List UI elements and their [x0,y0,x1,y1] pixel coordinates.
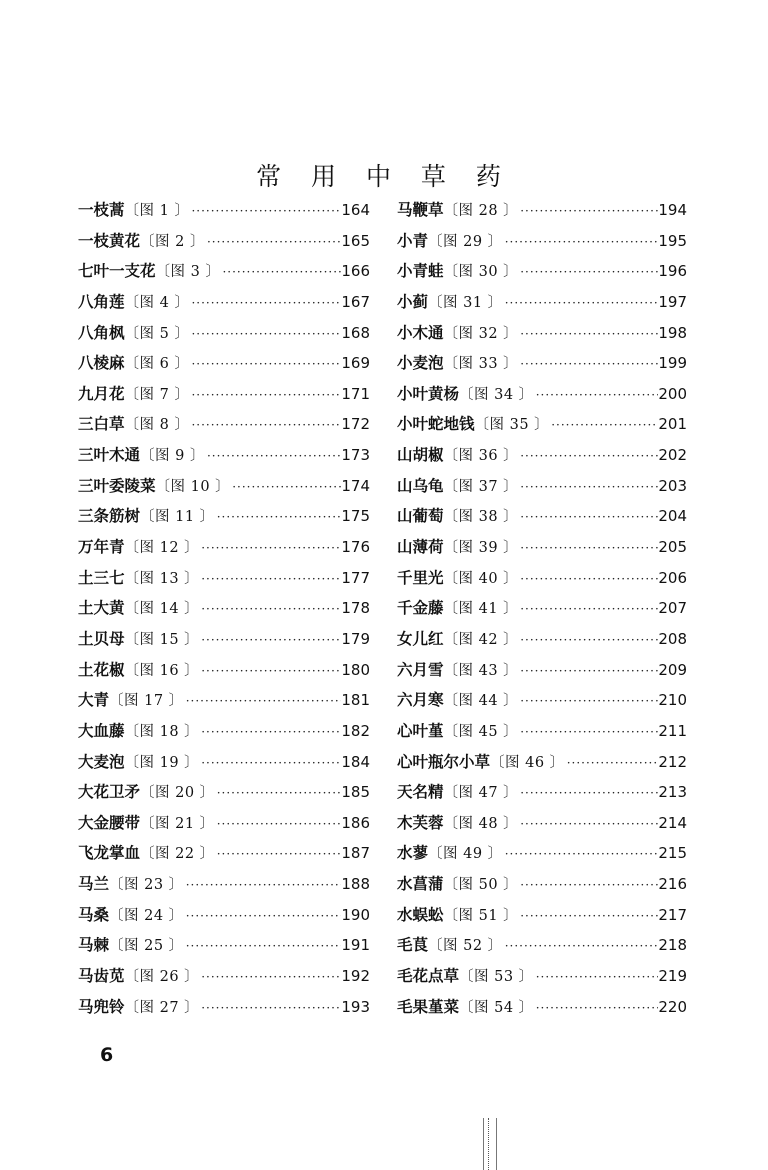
toc-entry-page-number: 209 [658,660,687,679]
toc-entry-page-number: 213 [658,783,687,802]
toc-entry-name: 小叶蛇地钱 [397,414,475,434]
toc-entry-figure-ref: 〔图 45 〕 [443,723,519,740]
page-title: 常 用 中 草 药 [256,161,512,191]
toc-entry-figure-ref: 〔图 32 〕 [443,325,519,342]
toc-column-right [397,198,687,1025]
toc-entry-name: 土贝母 [78,628,125,648]
toc-entry-name: 七叶一支花 [78,261,156,281]
toc-entry [397,841,687,872]
dot-leader [215,510,342,524]
dot-leader [518,786,658,800]
toc-entry-page-number: 172 [341,415,370,434]
toc-entry [397,229,687,260]
dot-leader [518,357,658,371]
dot-leader [534,1001,659,1015]
toc-entry-page-number: 219 [658,967,687,986]
dot-leader [189,296,341,310]
toc-entry [78,811,370,842]
toc-entry-page-number: 196 [658,262,687,281]
toc-entry [78,259,370,290]
dot-leader [503,235,659,249]
dot-leader [534,970,659,984]
toc-entry [397,259,687,290]
toc-entry [78,290,370,321]
toc-entry-figure-ref: 〔图 54 〕 [459,999,534,1016]
dot-leader [503,296,659,310]
dot-leader [518,204,658,218]
dot-leader [199,725,341,739]
toc-entry-page-number: 173 [341,446,370,465]
toc-entry [397,474,687,505]
toc-entry-name: 三条筋树 [78,506,141,526]
toc-entry-name: 一枝蒿 [78,200,125,219]
toc-entry-name: 小麦泡 [397,353,444,373]
toc-entry-name: 三叶木通 [78,445,141,465]
toc-entry-name: 土三七 [78,567,125,587]
toc-entry-name: 心叶瓶尔小草 [397,751,491,771]
toc-entry-name: 千里光 [397,567,444,587]
toc-entry-figure-ref: 〔图 6 〕 [124,356,190,373]
toc-entry-name: 山薄荷 [397,537,444,557]
toc-entry-name: 木芙蓉 [397,812,444,832]
toc-entry [78,933,370,964]
toc-entry-name: 心叶堇 [397,720,444,740]
toc-entry-page-number: 193 [341,997,370,1016]
toc-entry-page-number: 190 [341,905,370,924]
toc-entry-page-number: 184 [341,752,370,771]
toc-entry-figure-ref: 〔图 34 〕 [459,386,534,403]
toc-entry-name: 大金腰带 [78,812,141,832]
dot-leader [518,725,658,739]
toc-entry-figure-ref: 〔图 48 〕 [443,815,519,832]
toc-entry-page-number: 201 [658,415,687,434]
dot-leader [230,480,341,494]
toc-entry [397,964,687,995]
toc-entry [78,688,370,719]
toc-entry-page-number: 195 [658,231,687,250]
dot-leader [199,664,341,678]
toc-entry-page-number: 165 [341,231,370,250]
toc-entry-figure-ref: 〔图 4 〕 [124,294,190,311]
toc-entry [78,780,370,811]
toc-entry-name: 山乌龟 [397,475,444,495]
toc-entry-name: 土花椒 [78,659,125,679]
toc-entry-page-number: 166 [341,262,370,281]
toc-entry-name: 水菖蒲 [397,874,444,894]
toc-entry [397,443,687,474]
toc-entry [397,382,687,413]
dot-leader [199,756,341,770]
dot-leader [199,541,341,555]
dot-leader [184,909,342,923]
dot-leader [205,449,341,463]
toc-entry [397,412,687,443]
dot-leader [215,817,342,831]
toc-entry-figure-ref: 〔图 42 〕 [443,631,519,648]
toc-entry-figure-ref: 〔图 16 〕 [124,662,200,679]
toc-entry-name: 八棱麻 [78,353,125,373]
toc-entry-name: 三叶委陵菜 [78,475,156,495]
toc-entry-name: 小青蛙 [397,261,444,281]
toc-column-left [78,198,370,1025]
toc-entry-name: 山胡椒 [397,445,444,465]
toc-entry-name: 小叶黄杨 [397,383,460,403]
toc-entry-page-number: 188 [341,875,370,894]
dot-leader [199,1001,341,1015]
toc-entry [78,750,370,781]
toc-entry [397,504,687,535]
toc-entry [78,198,370,229]
toc-entry-name: 三白草 [78,414,125,434]
toc-entry-figure-ref: 〔图 25 〕 [109,938,184,955]
toc-entry [78,566,370,597]
toc-entry-page-number: 181 [341,691,370,710]
dot-leader [518,541,658,555]
dot-leader [534,388,659,402]
toc-entry [397,290,687,321]
toc-entry [397,596,687,627]
toc-entry-figure-ref: 〔图 37 〕 [443,478,519,495]
toc-entry-name: 马桑 [78,904,110,924]
toc-entry-figure-ref: 〔图 27 〕 [124,999,200,1016]
toc-entry-page-number: 185 [341,783,370,802]
toc-entry-name: 八角莲 [78,291,125,311]
dot-leader [518,694,658,708]
toc-entry-page-number: 174 [341,476,370,495]
dot-leader [518,664,658,678]
toc-entry-figure-ref: 〔图 8 〕 [124,417,190,434]
toc-entry [78,658,370,689]
toc-entry-page-number: 208 [658,629,687,648]
toc-entry-page-number: 200 [658,384,687,403]
binding-mark [483,1118,497,1170]
toc-entry-page-number: 179 [341,629,370,648]
toc-entry [397,627,687,658]
toc-entry-name: 大血藤 [78,720,125,740]
dot-leader [189,327,341,341]
dot-leader [184,878,342,892]
toc-entry-figure-ref: 〔图 22 〕 [140,846,215,863]
toc-entry-page-number: 205 [658,538,687,557]
toc-entry-figure-ref: 〔图 13 〕 [124,570,200,587]
toc-entry [78,872,370,903]
toc-entry-name: 水蜈蚣 [397,904,444,924]
toc-entry-figure-ref: 〔图 36 〕 [443,448,519,465]
toc-entry-name: 马齿苋 [78,966,125,986]
toc-entry-page-number: 194 [658,201,687,219]
toc-entry [397,688,687,719]
toc-entry-page-number: 176 [341,538,370,557]
toc-entry [397,351,687,382]
toc-entry-name: 大麦泡 [78,751,125,771]
toc-entry-figure-ref: 〔图 7 〕 [124,386,190,403]
dot-leader [518,633,658,647]
toc-entry-name: 土大黄 [78,598,125,618]
toc-entry-page-number: 177 [341,568,370,587]
toc-entry-figure-ref: 〔图 18 〕 [124,723,200,740]
toc-entry-name: 大花卫矛 [78,782,141,802]
toc-entry [397,198,687,229]
toc-entry [78,382,370,413]
dot-leader [215,847,342,861]
dot-leader [184,694,342,708]
toc-entry-page-number: 218 [658,936,687,955]
toc-entry-page-number: 215 [658,844,687,863]
toc-entry-page-number: 191 [341,936,370,955]
dot-leader [215,786,342,800]
toc-entry-name: 天名精 [397,782,444,802]
toc-entry-page-number: 202 [658,446,687,465]
toc-entry-figure-ref: 〔图 19 〕 [124,754,200,771]
toc-entry-name: 小青 [397,230,429,250]
dot-leader [199,572,341,586]
dot-leader [518,909,658,923]
toc-entry-name: 马棘 [78,935,110,955]
toc-entry-figure-ref: 〔图 53 〕 [459,969,534,986]
dot-leader [518,510,658,524]
toc-entry-figure-ref: 〔图 43 〕 [443,662,519,679]
toc-entry-page-number: 216 [658,875,687,894]
toc-entry-page-number: 168 [341,323,370,342]
toc-entry [78,903,370,934]
toc-entry [397,933,687,964]
toc-entry-name: 八角枫 [78,322,125,342]
toc-entry-figure-ref: 〔图 52 〕 [428,938,503,955]
dot-leader [565,756,659,770]
toc-entry [397,872,687,903]
toc-entry [397,780,687,811]
toc-entry-figure-ref: 〔图 14 〕 [124,601,200,618]
toc-entry-name: 一枝黄花 [78,230,141,250]
toc-entry-page-number: 206 [658,568,687,587]
toc-entry-figure-ref: 〔图 5 〕 [124,325,190,342]
toc-entry-figure-ref: 〔图 21 〕 [140,815,215,832]
dot-leader [199,970,341,984]
toc-entry-page-number: 180 [341,660,370,679]
toc-entry [78,964,370,995]
toc-entry-page-number: 220 [658,997,687,1016]
toc-entry-page-number: 192 [341,967,370,986]
toc-entry-page-number: 182 [341,721,370,740]
toc-entry [397,719,687,750]
toc-entry-figure-ref: 〔图 1 〕 [124,203,190,219]
toc-entry [78,351,370,382]
dot-leader [189,204,341,218]
toc-entry [397,811,687,842]
toc-entry-name: 六月寒 [397,690,444,710]
toc-entry-figure-ref: 〔图 46 〕 [490,754,565,771]
toc-entry-page-number: 214 [658,813,687,832]
dot-leader [503,847,659,861]
toc-entry-figure-ref: 〔图 47 〕 [443,785,519,802]
dot-leader [503,939,659,953]
toc-entry-page-number: 212 [658,752,687,771]
toc-entry [397,658,687,689]
toc-entry-figure-ref: 〔图 23 〕 [109,877,184,894]
toc-entry-name: 毛果堇菜 [397,996,460,1016]
toc-entry [397,750,687,781]
toc-entry-name: 九月花 [78,383,125,403]
toc-entry [397,995,687,1026]
dot-leader [189,418,341,432]
toc-entry-page-number: 178 [341,599,370,618]
toc-entry [78,841,370,872]
dot-leader [205,235,341,249]
toc-entry-figure-ref: 〔图 35 〕 [474,417,550,434]
toc-entry [397,321,687,352]
toc-entry-name: 毛茛 [397,935,429,955]
toc-entry-figure-ref: 〔图 24 〕 [109,907,184,924]
toc-entry-name: 万年青 [78,537,125,557]
toc-entry [78,229,370,260]
toc-entry-name: 水蓼 [397,843,429,863]
toc-entry-figure-ref: 〔图 29 〕 [428,233,503,250]
toc-entry-figure-ref: 〔图 41 〕 [443,601,519,618]
toc-entry-page-number: 210 [658,691,687,710]
page-number: 6 [100,1044,114,1066]
toc-entry-page-number: 164 [341,201,370,219]
toc-entry-figure-ref: 〔图 40 〕 [443,570,519,587]
dot-leader [518,878,658,892]
toc-entry-name: 大青 [78,690,110,710]
toc-entry-name: 毛花点草 [397,966,460,986]
toc-entry-name: 山葡萄 [397,506,444,526]
toc-entry-figure-ref: 〔图 51 〕 [443,907,519,924]
toc-entry-figure-ref: 〔图 12 〕 [124,540,200,557]
toc-entry-page-number: 175 [341,507,370,526]
dot-leader [518,327,658,341]
toc-entry-figure-ref: 〔图 10 〕 [155,478,231,495]
toc-entry-figure-ref: 〔图 38 〕 [443,509,519,526]
toc-entry-figure-ref: 〔图 49 〕 [428,846,503,863]
toc-entry-page-number: 197 [658,292,687,311]
dot-leader [518,817,658,831]
toc-entry-page-number: 203 [658,476,687,495]
toc-entry [397,535,687,566]
toc-entry-name: 马兰 [78,874,110,894]
dot-leader [518,449,658,463]
toc-entry-figure-ref: 〔图 50 〕 [443,877,519,894]
toc-entry-figure-ref: 〔图 2 〕 [140,233,205,250]
toc-entry-figure-ref: 〔图 20 〕 [140,785,215,802]
toc-entry-page-number: 167 [341,292,370,311]
toc-entry-figure-ref: 〔图 44 〕 [443,693,519,710]
dot-leader [549,418,658,432]
toc-entry [78,474,370,505]
toc-entry-page-number: 187 [341,844,370,863]
toc-entry-figure-ref: 〔图 3 〕 [155,264,221,281]
toc-entry-figure-ref: 〔图 30 〕 [443,264,519,281]
dot-leader [518,602,658,616]
toc-entry-figure-ref: 〔图 9 〕 [140,448,205,465]
toc-entry [78,719,370,750]
dot-leader [189,357,341,371]
toc-entry-figure-ref: 〔图 11 〕 [140,509,215,526]
toc-entry-page-number: 204 [658,507,687,526]
dot-leader [220,265,341,279]
toc-entry-figure-ref: 〔图 33 〕 [443,356,519,373]
toc-entry-figure-ref: 〔图 31 〕 [428,294,503,311]
dot-leader [518,480,658,494]
toc-entry-name: 小蓟 [397,291,429,311]
toc-entry [78,412,370,443]
toc-entry [78,627,370,658]
toc-entry [78,504,370,535]
toc-entry-page-number: 169 [341,354,370,373]
toc-entry-page-number: 186 [341,813,370,832]
toc-entry [78,535,370,566]
toc-entry-name: 飞龙掌血 [78,843,141,863]
toc-entry-figure-ref: 〔图 28 〕 [443,203,519,219]
toc-entry-figure-ref: 〔图 17 〕 [109,693,184,710]
toc-entry [397,566,687,597]
toc-entry [397,903,687,934]
toc-entry-page-number: 207 [658,599,687,618]
dot-leader [189,388,341,402]
toc-entry-page-number: 217 [658,905,687,924]
dot-leader [199,633,341,647]
toc-entry-page-number: 199 [658,354,687,373]
toc-entry-page-number: 171 [341,384,370,403]
toc-entry-figure-ref: 〔图 39 〕 [443,540,519,557]
toc-entry-figure-ref: 〔图 15 〕 [124,631,200,648]
toc-entry [78,596,370,627]
toc-entry-figure-ref: 〔图 26 〕 [124,969,200,986]
toc-entry-page-number: 198 [658,323,687,342]
toc-entry-name: 女儿红 [397,628,444,648]
toc-entry [78,995,370,1026]
dot-leader [518,265,658,279]
toc-entry-name: 马兜铃 [78,996,125,1016]
toc-entry-name: 小木通 [397,322,444,342]
toc-entry-name: 马鞭草 [397,200,444,219]
dot-leader [518,572,658,586]
toc-entry [78,321,370,352]
dot-leader [199,602,341,616]
toc-entry-name: 千金藤 [397,598,444,618]
toc-entry-page-number: 211 [658,721,687,740]
dot-leader [184,939,342,953]
toc-entry [78,443,370,474]
toc-entry-name: 六月雪 [397,659,444,679]
